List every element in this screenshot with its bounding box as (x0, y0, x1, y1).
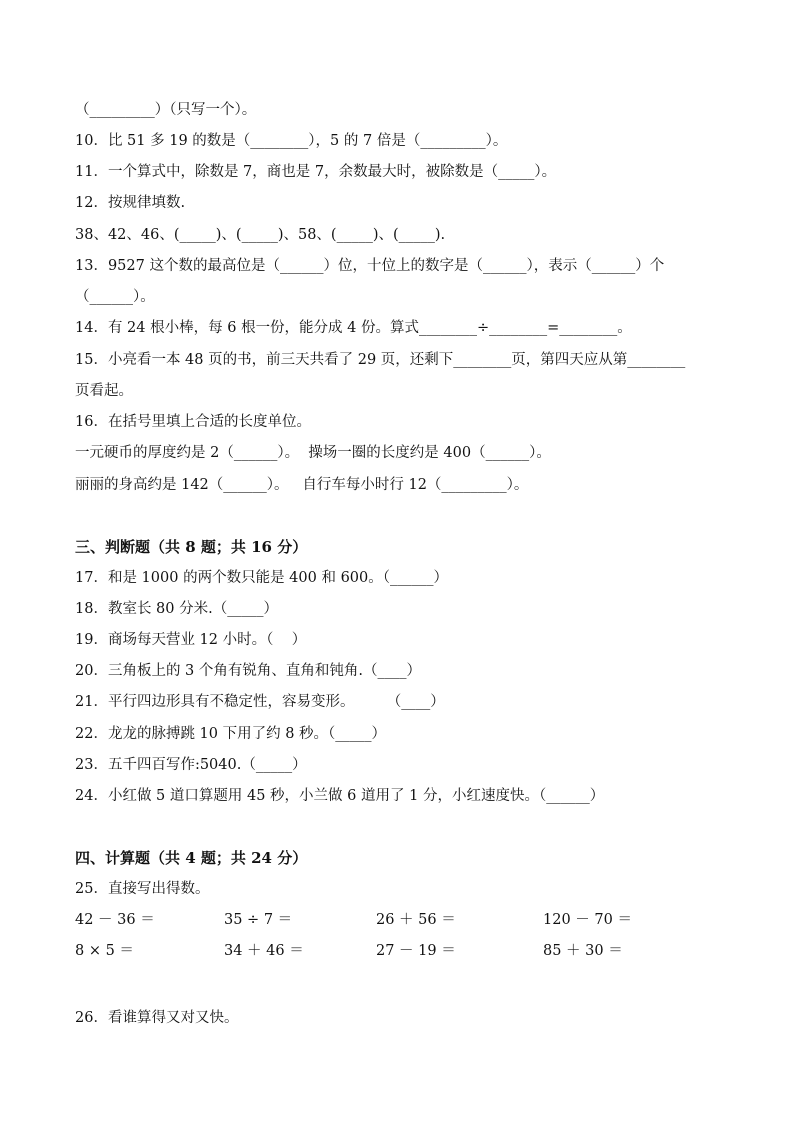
calc-item: 34 ＋ 46 ＝ (224, 943, 304, 959)
calc-item: 120 － 70 ＝ (543, 912, 632, 928)
section4-heading: 四、计算题（共 4 题；共 24 分） (75, 849, 308, 867)
question-17: 17．和是 1000 的两个数只能是 400 和 600。（______） (75, 570, 448, 586)
question-25: 25．直接写出得数。 (75, 881, 210, 897)
calc-item: 27 － 19 ＝ (376, 943, 456, 959)
question-15: 15．小亮看一本 48 页的书，前三天共看了 29 页，还剩下________页，第四天应从第________ (75, 352, 686, 368)
calc-item: 8 × 5 ＝ (75, 943, 134, 959)
question-12-sequence: 38、42、46、(_____)、(_____)、58、(_____)、(_____). (75, 227, 446, 243)
calc-item: 26 ＋ 56 ＝ (376, 912, 456, 928)
question-19: 19．商场每天营业 12 小时。（ ） (75, 632, 307, 648)
question-16: 16．在括号里填上合适的长度单位。 (75, 414, 311, 430)
question-13: 13．9527 这个数的最高位是（______）位，十位上的数字是（______），表示（______）个 (75, 258, 665, 274)
calc-item: 35 ÷ 7 ＝ (224, 912, 293, 928)
question-18: 18．教室长 80 分米.（_____） (75, 601, 278, 617)
question-15-continuation: 页看起。 (75, 383, 133, 399)
question-23: 23．五千四百写作:5040.（_____） (75, 757, 307, 773)
question-16-row1: 一元硬币的厚度约是 2（______）。 操场一圈的长度约是 400（______）。 (75, 445, 551, 461)
question-14: 14．有 24 根小棒，每 6 根一份，能分成 4 份。算式________÷________=________。 (75, 320, 632, 336)
question-12: 12．按规律填数. (75, 195, 186, 211)
question-11: 11．一个算式中，除数是 7，商也是 7，余数最大时，被除数是（_____）。 (75, 164, 557, 180)
question-13-continuation: （______）。 (75, 289, 155, 305)
question-16-row2: 丽丽的身高约是 142（______）。 自行车每小时行 12（_________）。 (75, 477, 529, 493)
question-20: 20．三角板上的 3 个角有锐角、直角和钝角.（____） (75, 663, 422, 679)
question-10: 10．比 51 多 19 的数是（________），5 的 7 倍是（_________）。 (75, 133, 508, 149)
question-21: 21．平行四边形具有不稳定性，容易变形。 （____） (75, 694, 445, 710)
section3-heading: 三、判断题（共 8 题；共 16 分） (75, 538, 308, 556)
question-22: 22．龙龙的脉搏跳 10 下用了约 8 秒。（_____） (75, 726, 387, 742)
question-26: 26．看谁算得又对又快。 (75, 1010, 239, 1026)
question-24: 24．小红做 5 道口算题用 45 秒，小兰做 6 道用了 1 分，小红速度快。（______） (75, 788, 605, 804)
calc-item: 42 － 36 ＝ (75, 912, 155, 928)
calc-item: 85 ＋ 30 ＝ (543, 943, 623, 959)
q9-continuation: （_________）（只写一个）。 (75, 102, 257, 118)
